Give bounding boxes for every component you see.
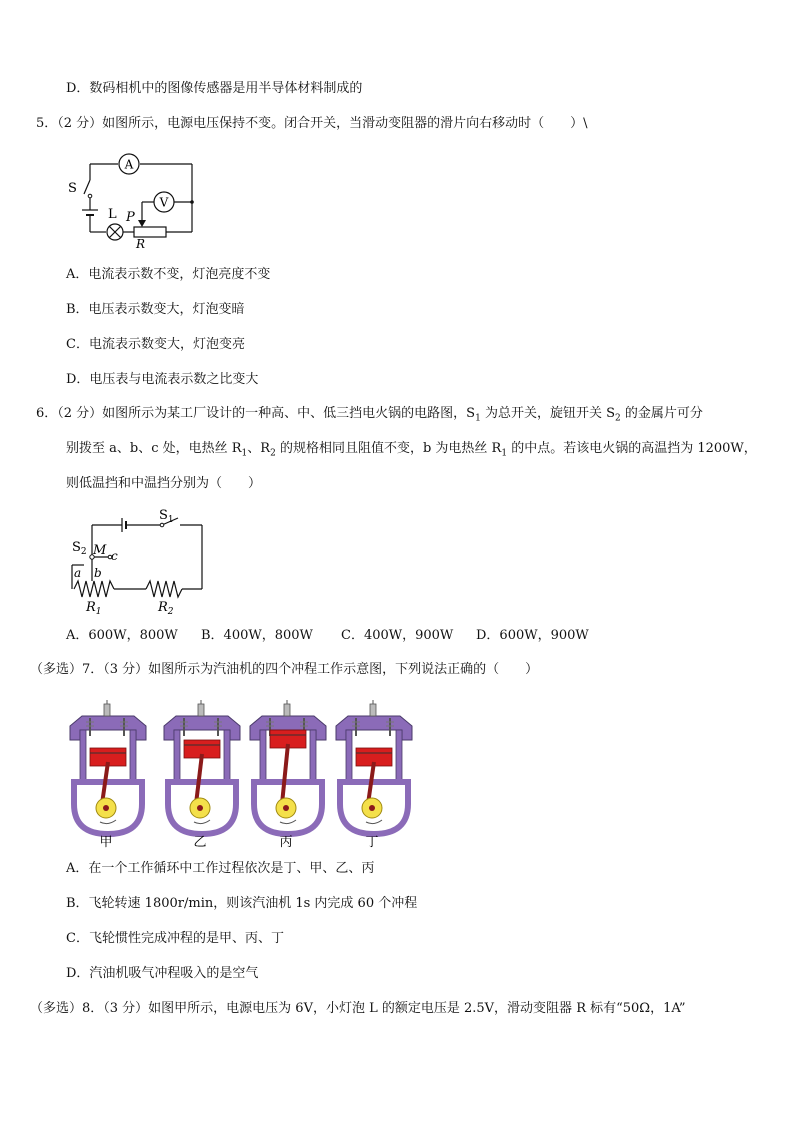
a-label: a [74,566,82,580]
r1-label: $R_1$ [86,600,102,615]
engine-label: 甲 [99,835,113,850]
q5-circuit-diagram [62,150,202,250]
q8-stem: （多选）8．（3 分）如图甲所示，电源电压为 6V，小灯泡 L 的额定电压是 2.5V，滑动变阻器 R 标有“50Ω，1A” [30,1001,686,1016]
b-label: b [94,566,102,580]
q5-option-a[interactable]: A．电流表示数不变，灯泡亮度不变 [66,267,271,282]
s1-label: $S_1$ [159,508,174,525]
r2-label: $R_2$ [158,600,174,615]
slider-label: P [126,210,135,225]
rheostat-symbol [134,227,166,237]
switch-blade [84,180,90,194]
q6-option-c[interactable]: C．400W，900W [341,628,454,643]
engine-1 [70,700,146,850]
engine-label: 丙 [279,835,293,850]
q7-engine-diagrams [66,700,426,850]
q6-stem-line3: 则低温挡和中温挡分别为（ ） [66,476,262,491]
q6-stem-line1: 6．（2 分）如图所示为某工厂设计的一种高、中、低三挡电火锅的电路图，$S_1$ 为总开关，旋钮开关 $S_2$ 的金属片可分 [36,406,703,424]
c-label: c [111,549,118,563]
lamp-label: L [108,207,117,222]
q6-option-d[interactable]: D．600W，900W [476,628,589,643]
q5-option-d[interactable]: D．电压表与电流表示数之比变大 [66,372,259,387]
engine-label: 丁 [365,835,379,850]
q6-option-a[interactable]: A．600W，800W [66,628,178,643]
engine-4 [336,700,412,850]
rheostat-label: R [136,237,146,250]
ammeter-label: A [124,157,134,172]
q7-stem: （多选）7．（3 分）如图所示为汽油机的四个冲程工作示意图，下列说法正确的（ ） [30,662,539,677]
q5-option-c[interactable]: C．电流表示数变大，灯泡变亮 [66,337,245,352]
engine-2 [164,700,240,850]
q7-option-b[interactable]: B．飞轮转速 1800r/min，则该汽油机 1s 内完成 60 个冲程 [66,896,418,911]
q7-option-c[interactable]: C．飞轮惯性完成冲程的是甲、丙、丁 [66,931,284,946]
q5-option-b[interactable]: B．电压表示数变大，灯泡变暗 [66,302,245,317]
m-label: M [93,543,107,558]
q5-stem: 5．（2 分）如图所示，电源电压保持不变。闭合开关，当滑动变阻器的滑片向右移动时（ ）\ [36,116,588,131]
engine-label: 乙 [193,835,207,850]
r1-resistor [74,581,114,597]
voltmeter-label: V [159,195,169,210]
q7-option-a[interactable]: A．在一个工作循环中工作过程依次是丁、甲、乙、丙 [66,861,375,876]
s2-label: $S_2$ [72,540,87,557]
switch-label: S [68,181,77,196]
q4-option-d[interactable]: D．数码相机中的图像传感器是用半导体材料制成的 [66,81,363,96]
engine-3 [250,700,326,850]
q6-option-b[interactable]: B．400W，800W [201,628,313,643]
q6-stem-line2: 别拨至 a、b、c 处，电热丝 $R_1$、$R_2$ 的规格相同且阻值不变，b 为电热丝 $R_1$ 的中点。若该电火锅的高温挡为 1200W， [66,441,757,459]
q6-circuit-diagram [62,505,212,615]
q7-option-d[interactable]: D．汽油机吸气冲程吸入的是空气 [66,966,259,981]
r2-resistor [146,581,182,597]
